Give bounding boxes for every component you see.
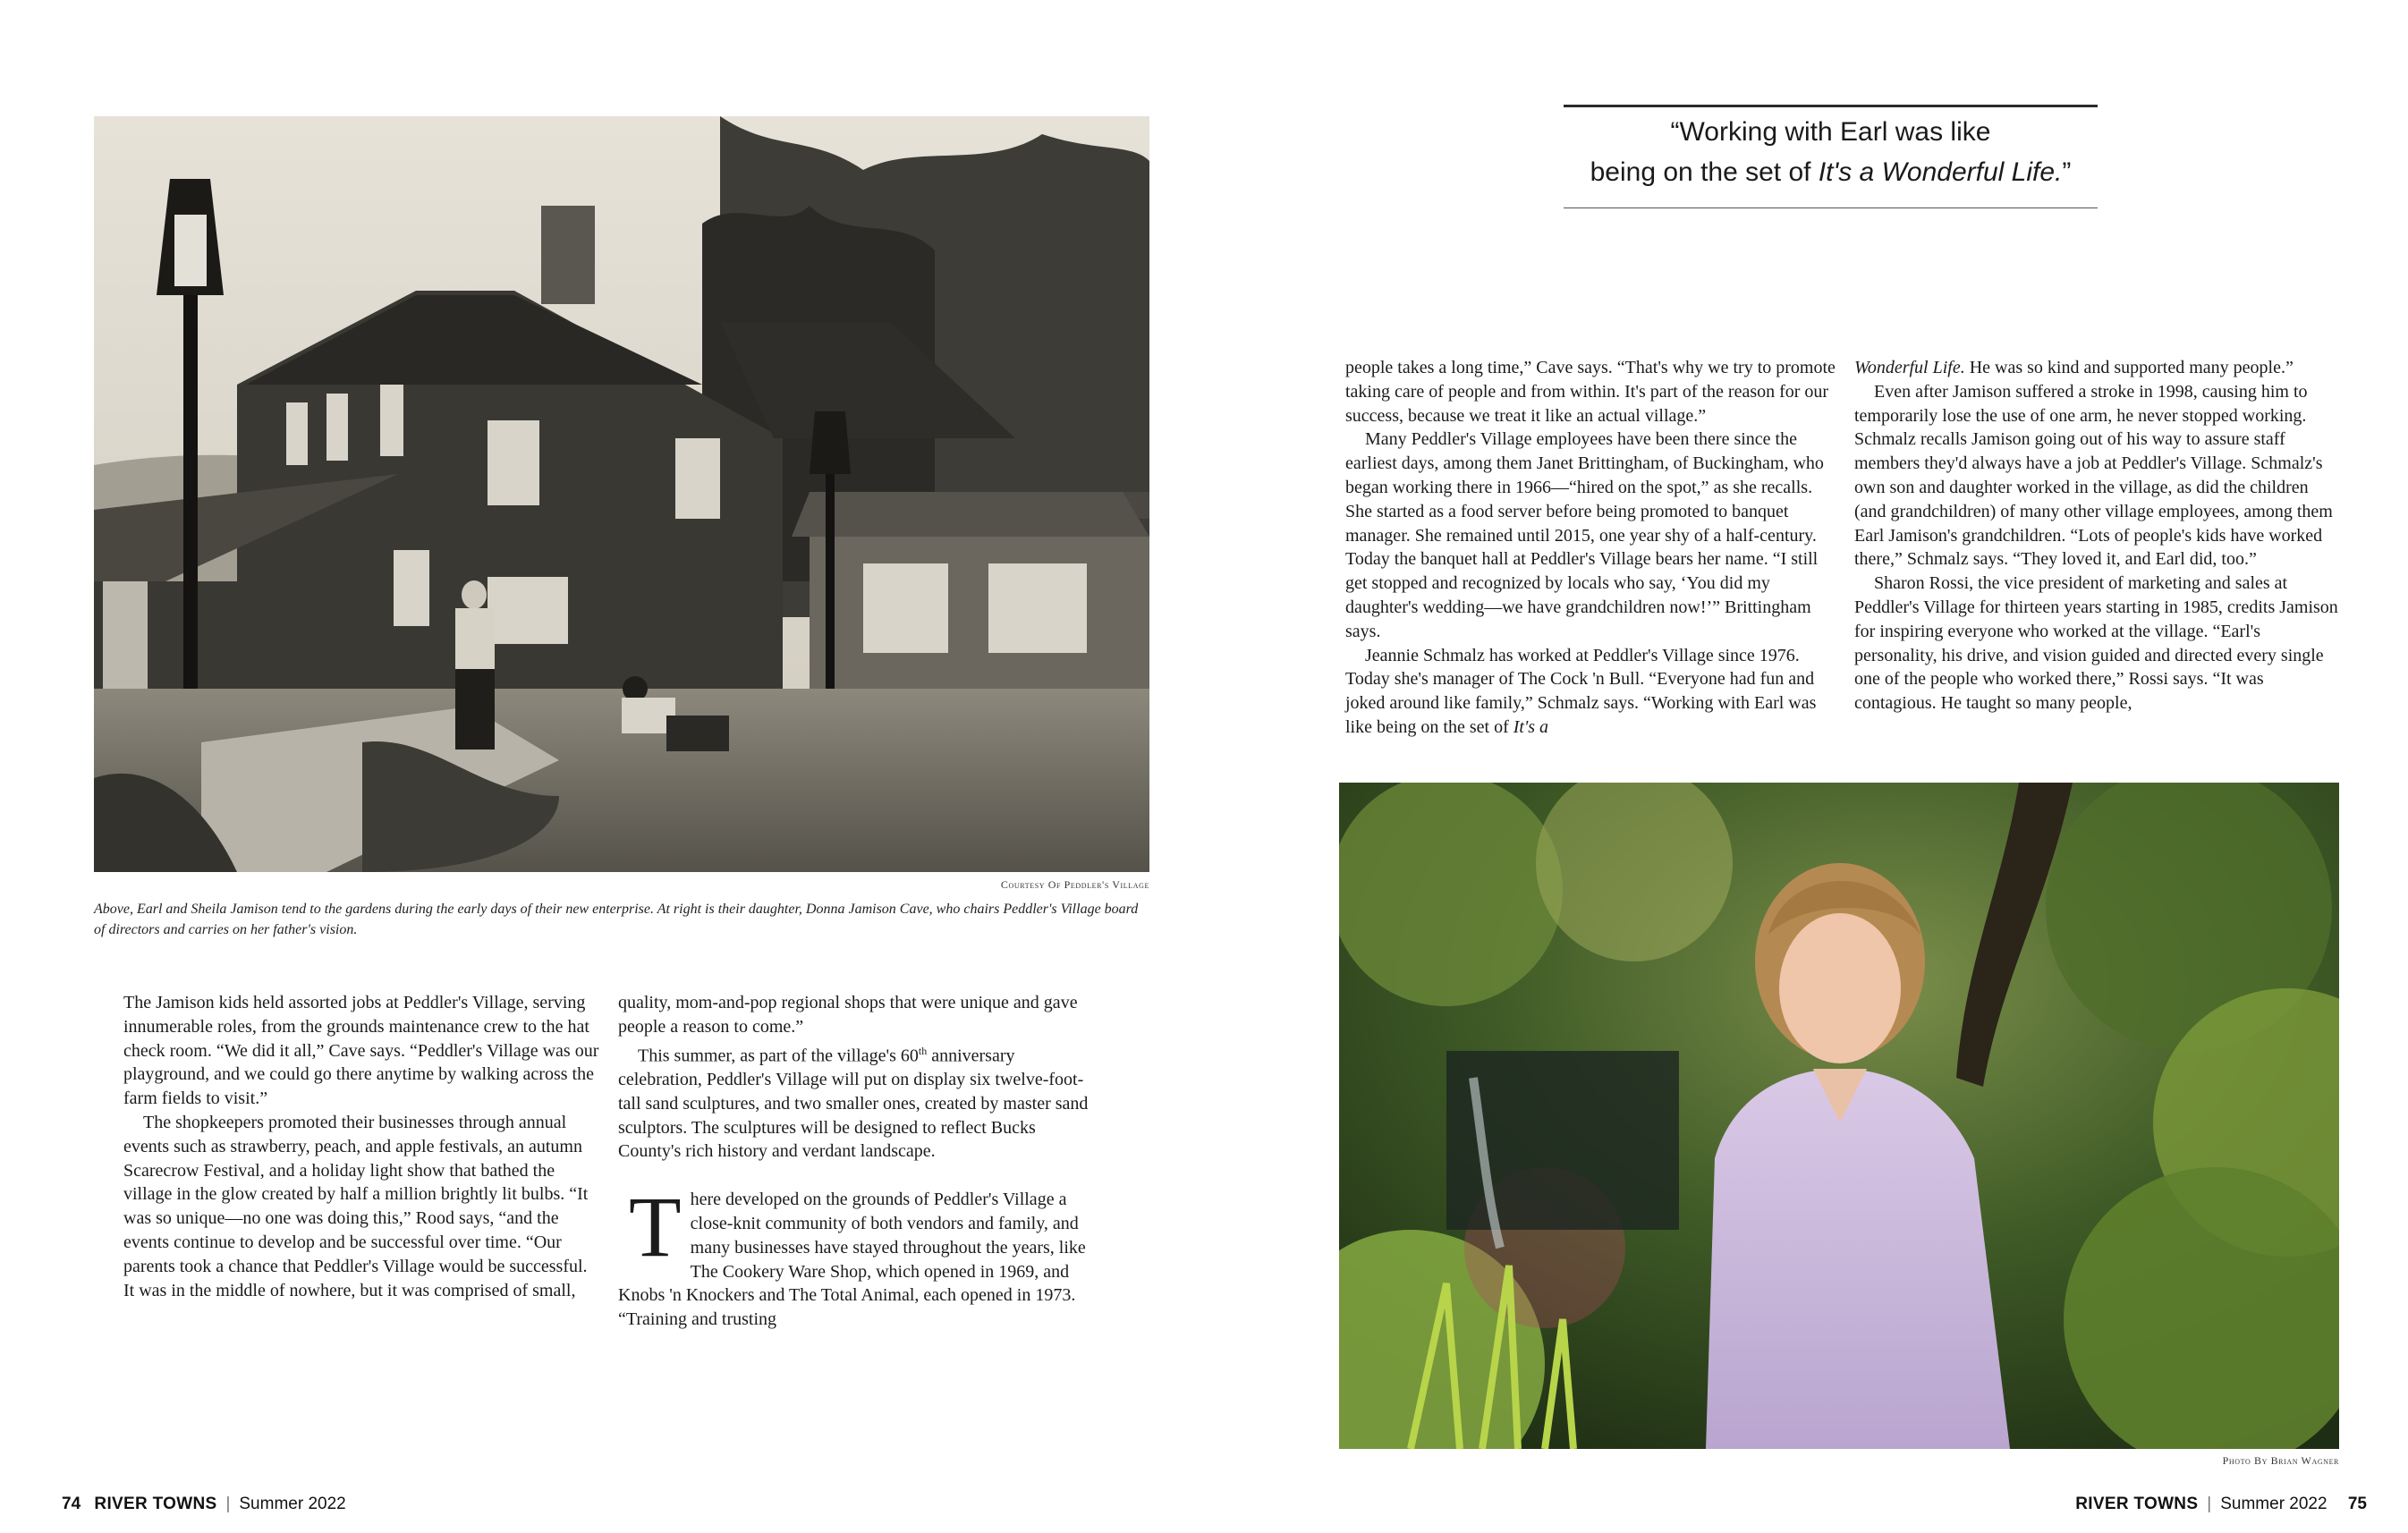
body-column-2 — [618, 991, 1098, 1332]
body-column-3 — [1345, 356, 1836, 740]
page-number: 74 — [62, 1495, 81, 1513]
publication-name: RIVER TOWNS — [94, 1495, 217, 1513]
page-number: 75 — [2347, 1495, 2367, 1513]
publication-name: RIVER TOWNS — [2075, 1495, 2199, 1513]
body-column-1 — [123, 991, 600, 1302]
paragraph: There developed on the grounds of Peddler's Village a close-knit community of both vendors and family, and many businesses have stayed throughout the years, like The Cookery Ware Shop, which opened in 1969, and Knobs 'n Knockers and The Total Animal, each opened in 1973. “Training and trusting — [618, 1179, 1086, 1330]
photo-credit-portrait: Photo By Brian Wagner — [2222, 1454, 2339, 1467]
issue-date: Summer 2022 — [2220, 1495, 2327, 1513]
historic-photo — [94, 116, 1149, 872]
pull-quote-rule — [1564, 105, 2098, 107]
paragraph: Wonderful Life. He was so kind and supported many people.” — [1854, 358, 2294, 377]
photo-credit-historic: Courtesy Of Peddler's Village — [1000, 878, 1149, 891]
paragraph: The Jamison kids held assorted jobs at Peddler's Village, serving innumerable roles, from the grounds maintenance crew to the hat check room. “We did it all,” Cave says. “Peddler's Village was our playground, and we could go there anytime by walking across the farm fields to visit.” — [123, 993, 599, 1109]
paragraph: Jeannie Schmalz has worked at Peddler's Village since 1976. Today she's manager of The Cock 'n Bull. “Everyone had fun and joked around like family,” Schmalz says. “Working with Earl was like being on the set of It's a — [1345, 645, 1817, 737]
footer-right: RIVER TOWNS | Summer 2022 75 — [2075, 1495, 2367, 1513]
paragraph: Sharon Rossi, the vice president of marketing and sales at Peddler's Village for thirteen years starting in 1985, credits Jamison for inspiring everyone who worked at the village. “Earl's personality, his drive, and vision guided and directed every single one of the people who worked there,” Rossi says. “It was contagious. He taught so many people, — [1854, 573, 2338, 714]
photo-caption: Above, Earl and Sheila Jamison tend to the gardens during the early days of their new enterprise. At right is their daughter, Donna Jamison Cave, who chairs Peddler's Village board of directors and carries on her father's vision. — [94, 902, 1139, 937]
drop-cap: T — [629, 1179, 682, 1275]
paragraph: Even after Jamison suffered a stroke in 1998, causing him to temporarily lose the use of one arm, he never stopped working. Schmalz recalls Jamison going out of his way to assure staff members they'd always have a job at Peddler's Village. Schmalz's own son and daughter worked in the village, as did the children (and grandchildren) of many other village employees, among them Earl Jamison's grandchildren. “Lots of people's kids have worked there,” Schmalz says. “They loved it, and Earl did, too.” — [1854, 381, 2333, 570]
paragraph: people takes a long time,” Cave says. “That's why we try to promote taking care of people and from within. It's part of the reason for our success, because we treat it like an actual village.” — [1345, 358, 1836, 426]
paragraph: quality, mom-and-pop regional shops that were unique and gave people a reason to come.” — [618, 993, 1078, 1037]
body-column-4 — [1854, 356, 2343, 716]
paragraph: Many Peddler's Village employees have been there since the earliest days, among them Janet Brittingham, of Buckingham, who began working there in 1966—“hired on the spot,” as she recalls. She started as a food server before being promoted to banquet manager. She remained until 2015, one year shy of a half-century. Today the banquet hall at Peddler's Village bears her name. “I still get stopped and recognized by locals who say, ‘You did my daughter's wedding—we have grandchildren now!’” Brittingham says. — [1345, 429, 1824, 641]
paragraph: This summer, as part of the village's 60th anniversary celebration, Peddler's Village will put on display six twelve-foot-tall sand sculptures, and two smaller ones, created by master sand sculptors. The sculptures will be designed to reflect Bucks County's rich history and verdant landscape. — [618, 1044, 1089, 1162]
portrait-photo — [1339, 783, 2339, 1449]
pull-quote: “Working with Earl was like being on the set of It's a Wonderful Life.” — [1590, 117, 2072, 187]
issue-date: Summer 2022 — [239, 1495, 346, 1513]
footer-left: 74 RIVER TOWNS | Summer 2022 — [62, 1495, 346, 1513]
paragraph: The shopkeepers promoted their businesses through annual events such as strawberry, peach, and apple festivals, an autumn Scarecrow Festival, and a holiday light show that bathed the village in the glow created by half a million brightly lit bulbs. “It was so unique—no one was doing this,” Rood says, “and the events continue to develop and be successful over time. “Our parents took a chance that Peddler's Village would be successful. It was in the middle of nowhere, but it was comprised of small, — [123, 1112, 589, 1300]
